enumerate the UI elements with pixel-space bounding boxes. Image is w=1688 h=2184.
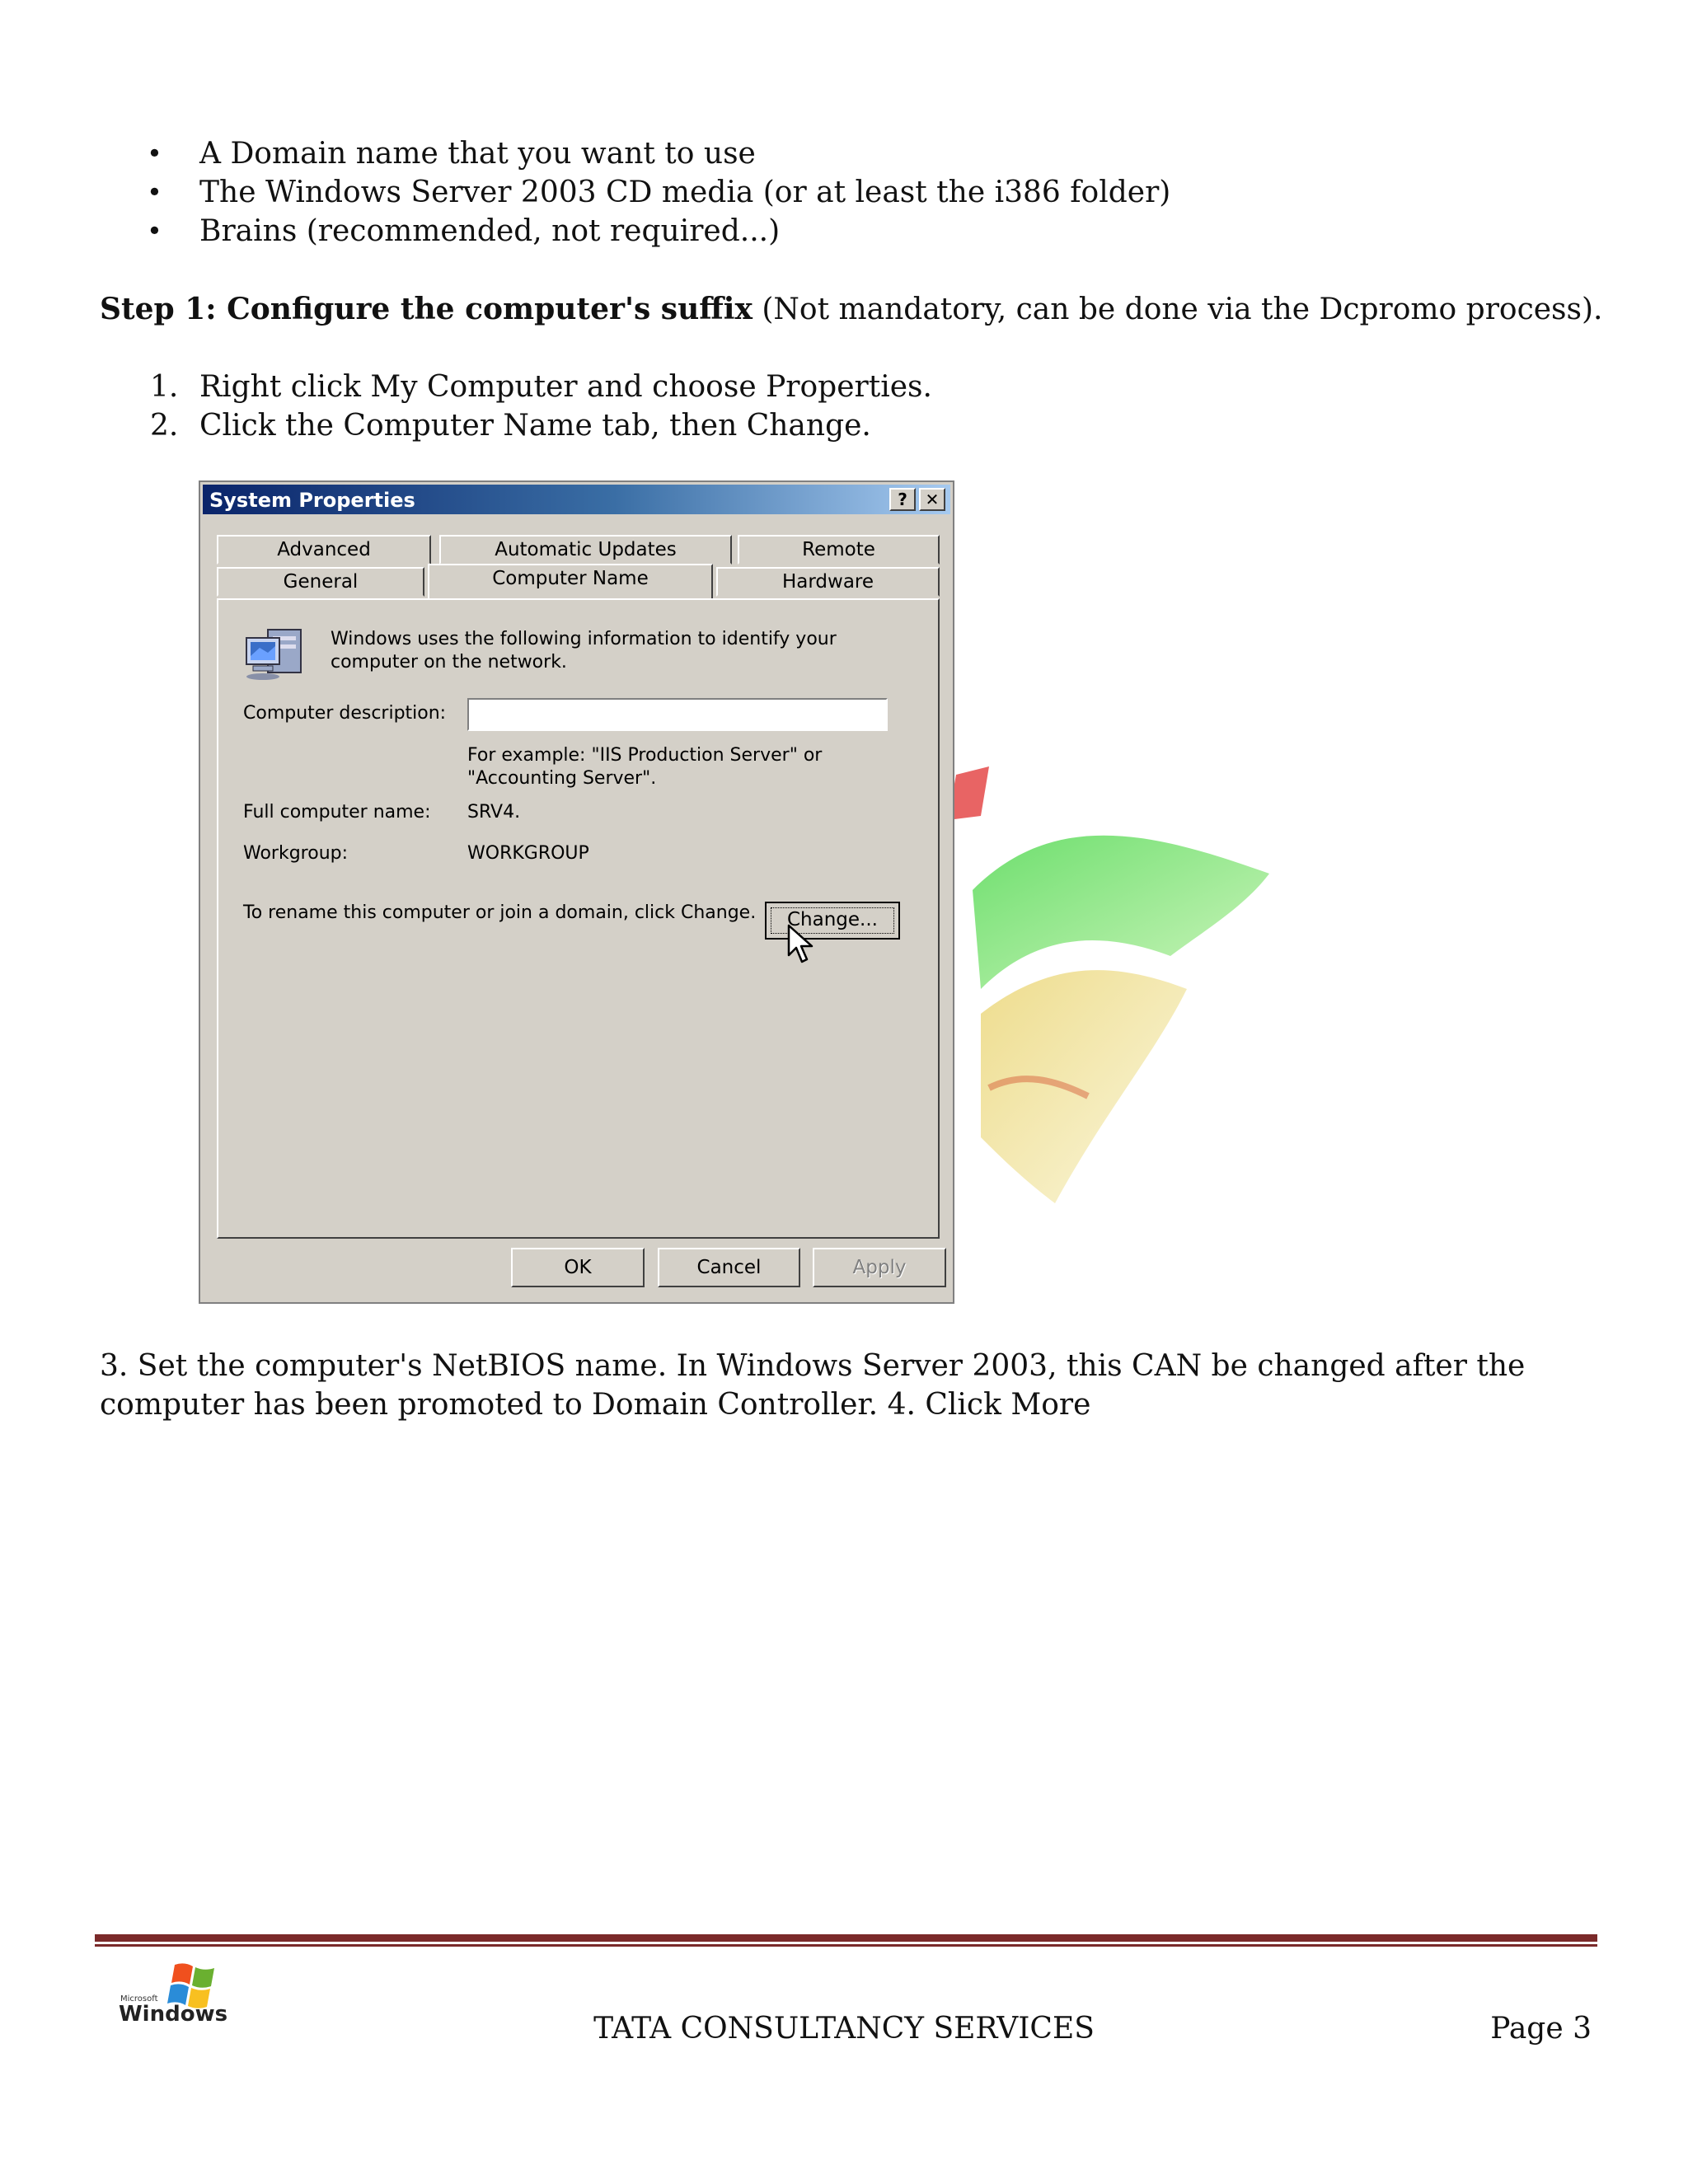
change-button-label: Change... [787, 909, 878, 930]
page-number: Page 3 [1490, 2012, 1592, 2046]
mouse-cursor-icon [787, 924, 815, 965]
list-item: • The Windows Server 2003 CD media (or at least the i386 folder) [91, 173, 1574, 212]
dialog-title: System Properties [209, 489, 415, 512]
steps-list [91, 368, 1574, 445]
tab-automatic-updates[interactable]: Automatic Updates [439, 535, 732, 565]
apply-button[interactable]: Apply [813, 1248, 946, 1287]
footer-rule [95, 1934, 1597, 1942]
step1-note: (Not mandatory, can be done via the Dcpromo process). [752, 293, 1603, 326]
workgroup-label: Workgroup: [243, 843, 349, 864]
tab-remote[interactable]: Remote [738, 535, 940, 565]
rename-instruction: To rename this computer or join a domain, click Change. [243, 902, 757, 923]
change-button[interactable] [765, 902, 900, 940]
tab-hardware[interactable]: Hardware [716, 567, 940, 597]
step-text: Right click My Computer and choose Properties. [199, 370, 932, 404]
workgroup-value: WORKGROUP [467, 843, 589, 864]
help-button[interactable]: ? [889, 488, 916, 511]
computer-description-label: Computer description: [243, 703, 447, 724]
full-computer-name-value: SRV4. [467, 802, 521, 823]
example-text: For example: "IIS Production Server" or "Accounting Server". [467, 745, 823, 789]
step-text: Click the Computer Name tab, then Change. [199, 409, 871, 443]
ok-button[interactable]: OK [511, 1248, 645, 1287]
step3-paragraph: 3. Set the computer's NetBIOS name. In Windows Server 2003, this CAN be changed after the computer has been promoted to Domain Controller. 4. Click More [100, 1349, 1526, 1422]
cancel-button[interactable]: Cancel [658, 1248, 800, 1287]
list-item: • A Domain name that you want to use [91, 134, 1574, 173]
tab-advanced[interactable]: Advanced [217, 535, 431, 565]
footer-rule-thin [95, 1944, 1597, 1947]
logo-windows-text: Windows [119, 2002, 228, 2027]
list-item [91, 406, 1574, 445]
footer-company: TATA CONSULTANCY SERVICES [593, 2012, 1095, 2046]
computer-description-input[interactable] [467, 698, 888, 731]
step-number: 2. [150, 409, 179, 443]
step-number: 1. [150, 370, 179, 404]
tab-computer-name[interactable]: Computer Name [428, 564, 713, 598]
list-item [91, 368, 1574, 406]
close-button[interactable]: ✕ [919, 488, 945, 511]
step1-paragraph [100, 290, 1625, 329]
requirements-list [91, 134, 1574, 251]
title-bar [203, 485, 950, 514]
full-computer-name-label: Full computer name: [243, 802, 431, 823]
tab-general[interactable]: General [217, 567, 424, 597]
system-properties-dialog [199, 480, 954, 1304]
computer-name-panel [217, 598, 940, 1239]
list-item: • Brains (recommended, not required...) [91, 212, 1574, 251]
network-computer-icon [243, 625, 309, 682]
info-text: Windows uses the following information to identify your computer on the network. [331, 629, 837, 673]
logo-microsoft-text: Microsoft [120, 1994, 158, 2004]
step1-heading: Step 1: Configure the computer's suffix [100, 292, 753, 326]
